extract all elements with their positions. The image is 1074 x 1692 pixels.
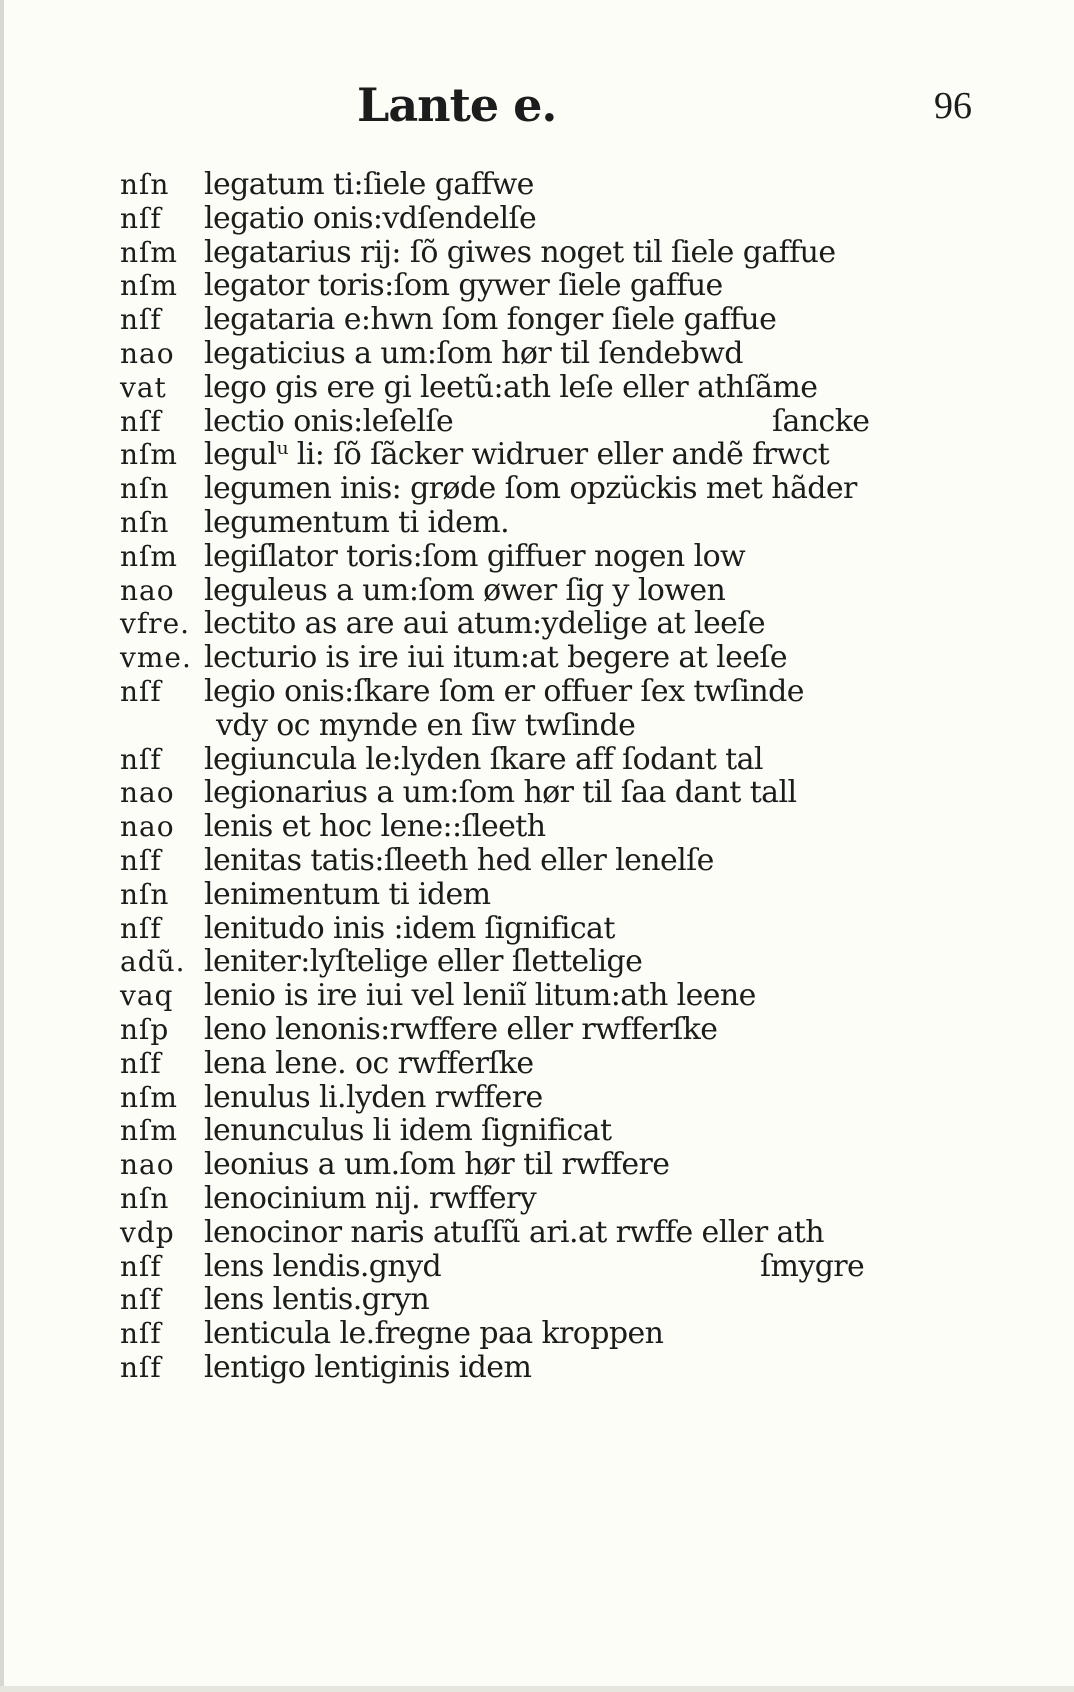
entry-text: legatio onis:vdſendelſe (204, 200, 537, 236)
entry-row (0, 1013, 1074, 1047)
entry-row (0, 438, 1074, 472)
entry-row (0, 574, 1074, 608)
page-bottom-edge (0, 1686, 1074, 1692)
grammar-code: nſn (120, 505, 170, 539)
entry-row (0, 202, 1074, 236)
entry-text: vdy oc mynde en ſiw twſinde (216, 707, 636, 743)
entry-text: legumen inis: grøde ſom opzückis met hãder (204, 471, 857, 507)
entry-row (0, 1216, 1074, 1250)
entry-row (0, 810, 1074, 844)
grammar-code: vat (120, 370, 167, 404)
entry-text: legatarius rij: ſõ giwes noget til ſiele gaffue (204, 234, 836, 270)
entry-text: lenitas tatis:ſleeth hed eller lenelſe (204, 842, 714, 878)
entry-row (0, 979, 1074, 1013)
entry-text: legulᵘ li: ſõ ſãcker widruer eller andẽ frwct (204, 437, 830, 473)
entry-text: lenimentum ti idem (204, 876, 491, 912)
grammar-code: nſf (120, 1046, 162, 1080)
entry-text: lenulus li.lyden rwffere (204, 1079, 543, 1115)
entry-text: legataria e:hwn ſom fonger ſiele gaffue (204, 302, 777, 338)
entry-text: lego gis ere gi leetũ:ath leſe eller athſãme (204, 369, 818, 405)
grammar-code: nſf (120, 1249, 162, 1283)
entry-row (0, 1351, 1074, 1385)
entry-text: leno lenonis:rwffere eller rwfferſke (204, 1011, 718, 1047)
entry-text: lenitudo inis :idem ſignificat (204, 910, 615, 946)
grammar-code: nſf (120, 1317, 162, 1351)
entry-text: legionarius a um:ſom hør til ſaa dant tall (204, 775, 797, 811)
entry-row (0, 1114, 1074, 1148)
margin-note: ſancke (772, 403, 870, 439)
grammar-code: nſf (120, 201, 162, 235)
entry-row (0, 1283, 1074, 1317)
entry-row (0, 878, 1074, 912)
grammar-code: nao (120, 573, 175, 607)
entry-row (0, 641, 1074, 675)
grammar-code: nſp (120, 1012, 170, 1046)
entry-text: lenis et hoc lene::ſleeth (204, 809, 546, 845)
grammar-code: nſf (120, 1283, 162, 1317)
grammar-code: nſm (120, 269, 178, 303)
entry-row (0, 236, 1074, 270)
entry-text: lentigo lentiginis idem (204, 1349, 532, 1385)
entry-row (0, 371, 1074, 405)
entry-text: lenticula le.fregne paa kroppen (204, 1316, 664, 1352)
entry-row (0, 709, 1074, 743)
entry-text: lectio onis:leſelſe (204, 403, 454, 439)
entry-row (0, 675, 1074, 709)
entry-row (0, 743, 1074, 777)
entry-text: lenio is ire iui vel leniĩ litum:ath leene (204, 978, 756, 1014)
entry-text: lecturio is ire iui itum:at begere at leeſe (204, 640, 788, 676)
grammar-code: nſf (120, 303, 162, 337)
page-number: 96 (934, 85, 972, 127)
entry-row (0, 1148, 1074, 1182)
grammar-code: nſn (120, 168, 170, 201)
entry-text: lenunculus li idem ſignificat (204, 1113, 612, 1149)
entry-text: lena lene. oc rwfferſke (204, 1045, 534, 1081)
grammar-code: nſf (120, 911, 162, 945)
entry-row (0, 776, 1074, 810)
grammar-code: nao (120, 776, 175, 810)
entry-text: leniter:lyſtelige eller ſlettelige (204, 944, 643, 980)
margin-note: ſmygre (760, 1248, 865, 1284)
grammar-code: vme. (120, 641, 192, 675)
grammar-code: nſf (120, 843, 162, 877)
grammar-code: nſf (120, 742, 162, 776)
entry-text: lenocinor naris atuſſũ ari.at rwffe eller ath (204, 1214, 824, 1250)
entry-text: legio onis:ſkare ſom er offuer ſex twſinde (204, 673, 804, 709)
entry-text: legumentum ti idem. (204, 504, 510, 540)
entry-row (0, 303, 1074, 337)
entry-row (0, 337, 1074, 371)
entry-row (0, 912, 1074, 946)
entry-row (0, 472, 1074, 506)
grammar-code: nao (120, 810, 175, 844)
grammar-code: nſm (120, 1080, 178, 1114)
grammar-code: adũ. (120, 945, 186, 979)
entry-row (0, 1081, 1074, 1115)
grammar-code: vdp (120, 1215, 175, 1249)
entry-text: legaticius a um:ſom hør til ſendebwd (204, 335, 743, 371)
entry-row (0, 168, 1074, 202)
entry-text: legator toris:ſom gywer ſiele gaffue (204, 268, 723, 304)
entry-text: legiuncula le:lyden ſkare aff ſodant tal (204, 741, 763, 777)
entry-text: legatum ti:ſiele gaffwe (204, 167, 534, 202)
grammar-code: vfre. (120, 607, 191, 641)
entry-text: lens lentis.gryn (204, 1282, 430, 1318)
entry-row (0, 844, 1074, 878)
entry-row (0, 506, 1074, 540)
grammar-code: nſm (120, 235, 178, 269)
entry-row (0, 1250, 1074, 1284)
grammar-code: nſm (120, 1114, 178, 1148)
entry-row (0, 1317, 1074, 1351)
entry-text: legiſlator toris:ſom giffuer nogen low (204, 538, 746, 574)
grammar-code: nſm (120, 539, 178, 573)
entry-text: leguleus a um:ſom øwer ſig y lowen (204, 572, 726, 608)
grammar-code: nſn (120, 877, 170, 911)
entry-row (0, 540, 1074, 574)
entry-row (0, 1047, 1074, 1081)
grammar-code: nſf (120, 1350, 162, 1384)
running-head: Lante e. (357, 78, 557, 132)
entry-text: leonius a um.ſom hør til rwffere (204, 1147, 670, 1183)
entry-row (0, 607, 1074, 641)
grammar-code: nao (120, 336, 175, 370)
entry-row (0, 945, 1074, 979)
entry-text: lenocinium nij. rwffery (204, 1180, 537, 1216)
page-header (0, 78, 1074, 138)
grammar-code: nſm (120, 438, 178, 472)
entry-row (0, 1182, 1074, 1216)
entry-text: lens lendis.gnyd (204, 1248, 442, 1284)
grammar-code: nſf (120, 674, 162, 708)
glossary-entries (0, 168, 1074, 1385)
entry-row (0, 405, 1074, 439)
grammar-code: nao (120, 1148, 175, 1182)
grammar-code: nſf (120, 404, 162, 438)
grammar-code: nſn (120, 472, 170, 506)
entry-text: lectito as are aui atum:ydelige at leeſe (204, 606, 765, 642)
entry-row (0, 269, 1074, 303)
grammar-code: nſn (120, 1181, 170, 1215)
grammar-code: vaq (120, 979, 174, 1013)
